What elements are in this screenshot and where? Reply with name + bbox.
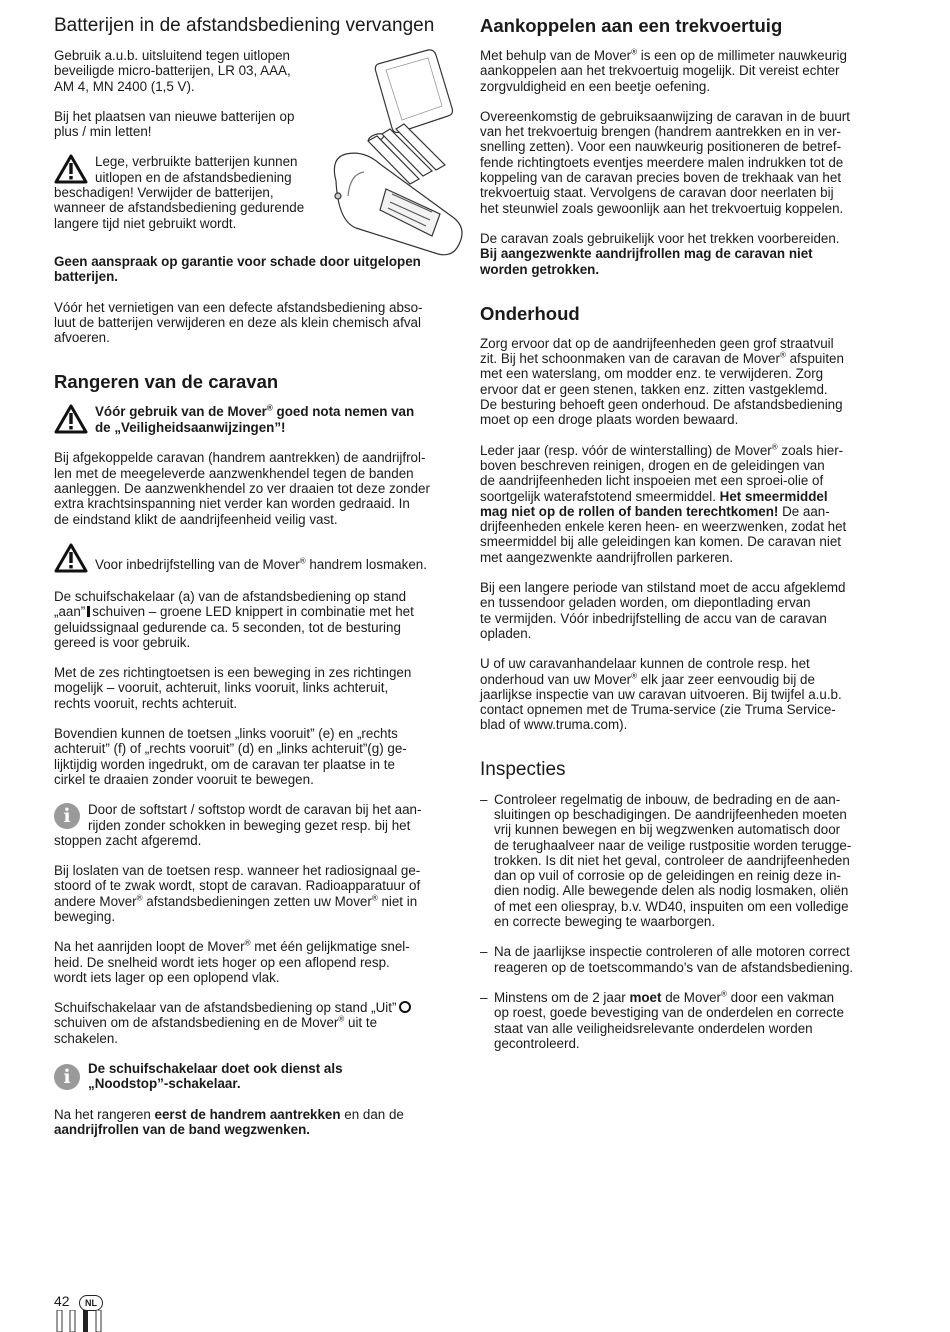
onderhoud-paragraph-1: Zorg ervoor dat op de aandrijfeenheden geen grof straatvuil zit. Bij het schoonmaken van de caravan de Mover® afspuiten met een waterslang, om modder enz. te verwijderen. Zorg ervoor dat er geen stenen, takken enz. zitten vastgeklemd. De besturing behoeft geen onderhoud. De afstandsbediening moet op een droge plaats worden bewaard.	[480, 335, 844, 428]
info-circle-icon: i	[54, 803, 80, 829]
warning-triangle-icon	[54, 404, 88, 434]
onderhoud-heading: Onderhoud	[480, 302, 580, 324]
battery-warning: Lege, verbruikte batterijen kunnen uitlopen en de afstandsbediening beschadigen! Verwijder de batterijen, wanneer de afstandsbediening gedurende langere tijd niet gebruikt wordt.	[54, 154, 305, 231]
onderhoud-paragraph-2: Leder jaar (resp. vóór de winterstalling) de Mover® zoals hier- boven beschreven reinigen, drogen en de geleidingen van de aandrijfeenheden licht inspoeien met een sproei-olie of soortgelijk waterafstotend smeermiddel. Het smeermiddel mag niet op de rollen of banden terechtkomen! De aan- drijfeenheden enkele keren heen- en weerzwenken, zodat het smeermiddel bij alle geleidingen kan komen. De caravan niet met aangezwenkte aandrijfrollen parkeren.	[480, 442, 847, 565]
inspecties-heading: Inspecties	[480, 758, 566, 780]
noodstop-info: i De schuifschakelaar doet ook dienst als „Noodstop”-schakelaar.	[54, 1061, 456, 1093]
koppel-section	[480, 14, 882, 277]
rangeren-paragraph-6: Na het aanrijden loopt de Mover® met één gelijkmatige snel- heid. De snelheid wordt iets hoger op een aflopend resp. wordt iets lager op een oplopend vlak.	[54, 938, 410, 985]
battery-paragraph-2: Bij het plaatsen van nieuwe batterijen op plus / min letten!	[54, 108, 295, 140]
thumb-index-icon	[56, 1310, 102, 1332]
koppel-paragraph-2: Overeenkomstig de gebruiksaanwijzing de caravan in de buurt van het trekvoertuig brengen (handrem aantrekken en in ver- snelling zetten). Voor een nauwkeurig positioneren de betref- fende richtingtoets eventjes meerdere malen indrukken tot de koppeling van de caravan precies boven de trekhaak van het trekvoertuig staat. Vervolgens de caravan door neerlaten bij het steunwiel zoals gewoonlijk aan het trekvoertuig koppelen.	[480, 108, 850, 216]
onderhoud-paragraph-3: Bij een langere periode van stilstand moet de accu afgeklemd en tussendoor geladen worden, om diepontlading ervan te vermijden. Vóór inbedrijfstelling de accu van de caravan opladen.	[480, 580, 846, 641]
softstart-info: i Door de softstart / softstop wordt de caravan bij het aan- rijden zonder schokken in beweging gezet resp. bij het stoppen zacht afgeremd.	[54, 802, 422, 848]
handbrake-warning: Voor inbedrijfstelling van de Mover® handrem losmaken.	[54, 543, 456, 573]
battery-paragraph-3: Vóór het vernietigen van een defecte afstandsbediening abso- luut de batterijen verwijderen en deze als klein chemisch afval afvoeren.	[54, 299, 423, 346]
on-symbol-icon	[87, 606, 90, 617]
rangeren-paragraph-8: Na het rangeren eerst de handrem aantrekken en dan de aandrijfrollen van de band wegzwenken.	[54, 1107, 404, 1138]
list-item: – Controleer regelmatig de inbouw, de bedrading en de aan- sluitingen op beschadigingen. De aandrijfeenheden moeten vrij kunnen bewegen en bij wegzwenken automatisch door de terughaalveer naar de veilige rustpositie worden terugge- trokken. Is dit niet het geval, controleer de aandrijfeenheden dan op vuil of corrosie op de geleidingen en reinig deze in- dien nodig. Alle bewegende delen als nodig losmaken, oliën of met een oliespray, b.v. WD40, inspuiten om een volledige en correcte beweging te waarborgen.	[480, 791, 852, 930]
rangeren-paragraph-7: Schuifschakelaar van de afstandsbediening op stand „Uit” schuiven om de afstandsbediening en de Mover® uit te schakelen.	[54, 1000, 456, 1046]
page-number: 42	[54, 1293, 70, 1309]
rangeren-paragraph-1: Bij afgekoppelde caravan (handrem aantrekken) de aandrijfrol- len met de meegeleverde aanzwenkhendel tegen de banden aanleggen. De aanzwenkhendel zo ver draaien tot deze zonder extra krachtsinspanning niet verder kan worden gedraaid. In de eindstand klikt de aandrijfeenheid veilig vast.	[54, 450, 430, 527]
onderhoud-section	[480, 302, 882, 733]
left-column	[54, 14, 456, 1138]
remote-control-batteries-illustration	[328, 46, 466, 261]
koppel-paragraph-3: De caravan zoals gebruikelijk voor het trekken voorbereiden. Bij aangezwenkte aandrijfrollen mag de caravan niet worden getrokken.	[480, 230, 840, 277]
battery-paragraph-1: Gebruik a.u.b. uitsluitend tegen uitlopen beveiligde micro-batterijen, LR 03, AAA, AM 4, MN 2400 (1,5 V).	[54, 48, 291, 94]
right-column	[480, 14, 882, 1051]
rangeren-warning: Vóór gebruik van de Mover® goed nota nemen van de „Veiligheidsaanwijzingen”!	[54, 404, 456, 435]
koppel-heading: Aankoppelen aan een trekvoertuig	[480, 15, 783, 36]
rangeren-section	[54, 370, 456, 1137]
rangeren-paragraph-5: Bij loslaten van de toetsen resp. wanneer het radiosignaal ge- stoord of te zwak wordt, stopt de caravan. Radioapparatuur of andere Mover® afstandsbedieningen zetten uw Mover® niet in beweging.	[54, 863, 421, 924]
onderhoud-paragraph-4: U of uw caravanhandelaar kunnen de controle resp. het onderhoud van uw Mover® elk jaar zeer eenvoudig bij de jaarlijkse inspectie van uw caravan uitvoeren. Bij twijfel a.u.b. contact opnemen met de Truma-service (zie Truma Service- blad of www.truma.com).	[480, 656, 842, 733]
info-circle-icon: i	[54, 1064, 80, 1090]
rangeren-heading: Rangeren van de caravan	[54, 371, 279, 393]
rangeren-paragraph-4: Bovendien kunnen de toetsen „links vooruit” (e) en „rechts achteruit” (f) of „rechts vooruit” (d) en „links achteruit”(g) ge- lijktijdig worden ingedrukt, om de caravan ter plaatse in te cirkel te draaien zonder vooruit te bewegen.	[54, 726, 407, 787]
koppel-paragraph-1: Met behulp van de Mover® is een op de millimeter nauwkeurig aankoppelen aan het trekvoertuig mogelijk. Dit vereist echter zorgvuldigheid en een beetje oefening.	[480, 47, 847, 94]
list-item: – Minstens om de 2 jaar moet de Mover® door een vakman op roest, goede bevestiging van de onderdelen en correcte staat van alle veiligheidsrelevante onderdelen worden gecontroleerd.	[480, 989, 844, 1051]
battery-section	[54, 14, 456, 345]
rangeren-paragraph-3: Met de zes richtingtoetsen is een beweging in zes richtingen mogelijk – vooruit, achteruit, links vooruit, links achteruit, rechts vooruit, rechts achteruit.	[54, 665, 412, 711]
battery-heading: Batterijen in de afstandsbediening vervangen	[54, 15, 435, 36]
warning-triangle-icon	[54, 154, 88, 184]
warning-triangle-icon	[54, 543, 88, 573]
off-symbol-icon	[399, 1001, 411, 1013]
battery-warranty-note: Geen aanspraak op garantie voor schade door uitgelopen batterijen.	[54, 253, 421, 285]
rangeren-paragraph-2: De schuifschakelaar (a) van de afstandsbediening op stand „aan” schuiven – groene LED knippert in combinatie met het geluidssignaal gedurende ca. 5 seconden, tot de besturing gereed is voor gebruik.	[54, 588, 414, 650]
list-item: – Na de jaarlijkse inspectie controleren of alle motoren correct reageren op de toetscommando's van de afstandsbediening.	[480, 944, 854, 975]
language-badge: NL	[79, 1295, 103, 1311]
inspecties-section	[480, 758, 882, 1051]
